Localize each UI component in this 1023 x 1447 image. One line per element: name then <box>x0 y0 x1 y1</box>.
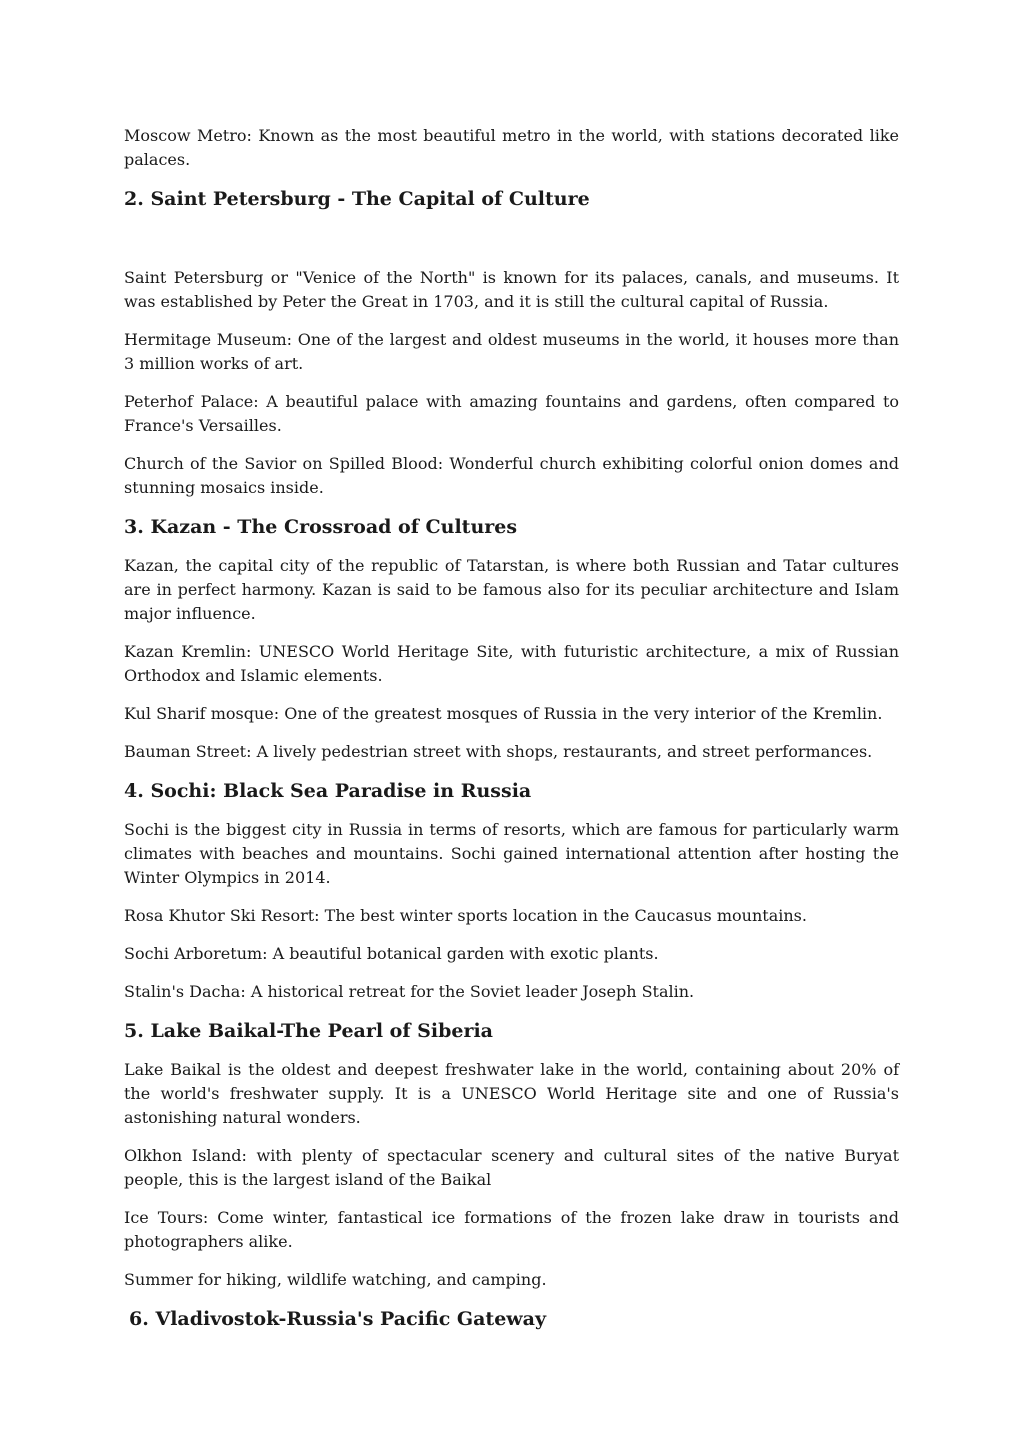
paragraph: Bauman Street: A lively pedestrian street with shops, restaurants, and street performances. <box>124 742 873 761</box>
paragraph: Olkhon Island: with plenty of spectacular scenery and cultural sites of the native Buryat people, this is the largest island of the Baikal <box>124 1146 899 1189</box>
section-heading-kazan: 3. Kazan - The Crossroad of Cultures <box>124 516 518 538</box>
paragraph: Saint Petersburg or "Venice of the North" is known for its palaces, canals, and museums. It was established by Peter the Great in 1703, and it is still the cultural capital of Russia. <box>124 268 899 311</box>
spacer <box>124 226 899 266</box>
paragraph: Sochi Arboretum: A beautiful botanical garden with exotic plants. <box>124 944 659 963</box>
paragraph: Hermitage Museum: One of the largest and oldest museums in the world, it houses more than 3 million works of art. <box>124 330 899 373</box>
section-heading-saint-petersburg: 2. Saint Petersburg - The Capital of Culture <box>124 188 590 210</box>
document-page <box>124 124 899 1346</box>
paragraph: Ice Tours: Come winter, fantastical ice formations of the frozen lake draw in tourists and photographers alike. <box>124 1208 899 1251</box>
paragraph: Lake Baikal is the oldest and deepest freshwater lake in the world, containing about 20% of the world's freshwater supply. It is a UNESCO World Heritage site and one of Russia's astonishing natural wonders. <box>124 1060 899 1127</box>
paragraph: Rosa Khutor Ski Resort: The best winter sports location in the Caucasus mountains. <box>124 906 807 925</box>
paragraph: Church of the Savior on Spilled Blood: Wonderful church exhibiting colorful onion domes and stunning mosaics inside. <box>124 454 899 497</box>
paragraph: Summer for hiking, wildlife watching, and camping. <box>124 1270 547 1289</box>
paragraph: Stalin's Dacha: A historical retreat for the Soviet leader Joseph Stalin. <box>124 982 695 1001</box>
paragraph: Kul Sharif mosque: One of the greatest mosques of Russia in the very interior of the Kremlin. <box>124 704 883 723</box>
section-heading-lake-baikal: 5. Lake Baikal-The Pearl of Siberia <box>124 1020 493 1042</box>
intro-paragraph: Moscow Metro: Known as the most beautiful metro in the world, with stations decorated like palaces. <box>124 126 899 169</box>
paragraph: Sochi is the biggest city in Russia in terms of resorts, which are famous for particularly warm climates with beaches and mountains. Sochi gained international attention after hosting the Winter Olympics in 2014. <box>124 820 899 887</box>
section-heading-sochi: 4. Sochi: Black Sea Paradise in Russia <box>124 780 532 802</box>
paragraph: Peterhof Palace: A beautiful palace with amazing fountains and gardens, often compared to France's Versailles. <box>124 392 899 435</box>
section-heading-vladivostok: 6. Vladivostok-Russia's Pacific Gateway <box>129 1308 546 1330</box>
paragraph: Kazan Kremlin: UNESCO World Heritage Site, with futuristic architecture, a mix of Russian Orthodox and Islamic elements. <box>124 642 899 685</box>
paragraph: Kazan, the capital city of the republic of Tatarstan, is where both Russian and Tatar cultures are in perfect harmony. Kazan is said to be famous also for its peculiar architecture and Islam major influence. <box>124 556 899 623</box>
